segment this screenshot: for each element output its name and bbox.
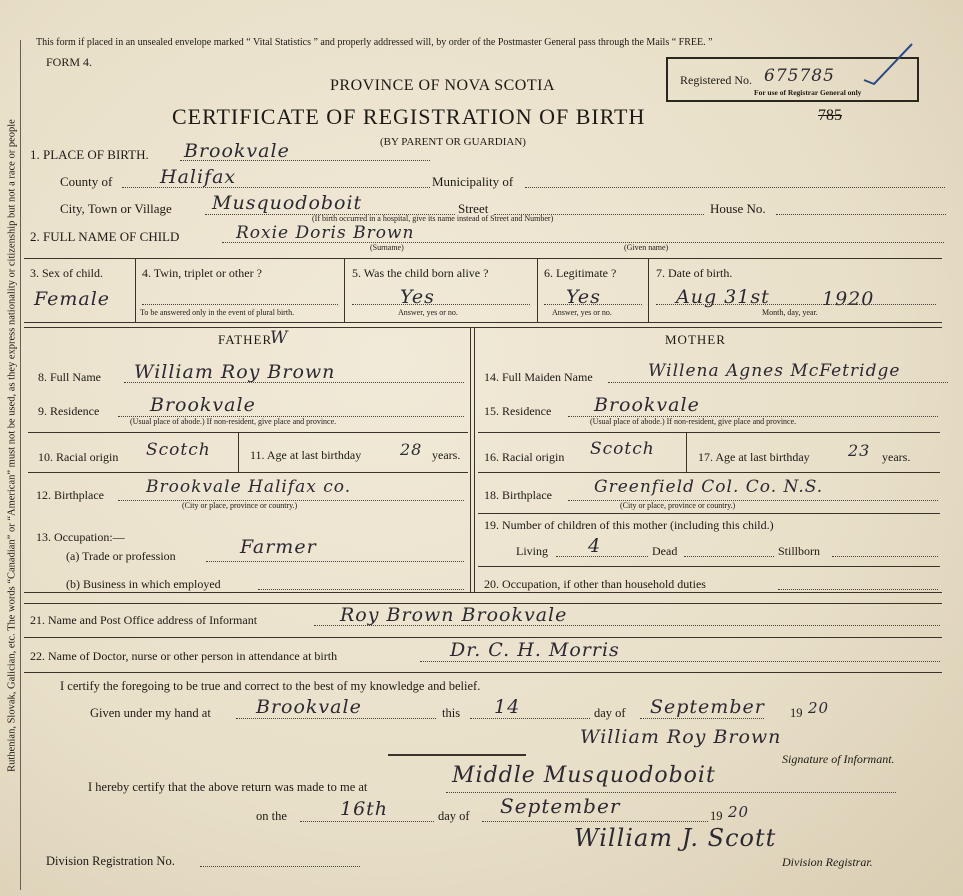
side-note: Ruthenian, Slovak, Galician, etc. The words “Canadian” or “American” must not be used, as they express nationality or citizenship but not a race or people (6, 119, 18, 772)
child-name-value: Roxie Doris Brown (236, 223, 415, 243)
return-year-value: 20 (728, 803, 750, 821)
city-label: City, Town or Village (60, 201, 172, 216)
postal-note: This form if placed in an unsealed envelope marked “ Vital Statistics ” and properly addressed will, by order of the Postmaster General pass through the Mails “ FREE. ” (36, 37, 713, 48)
mother-race-label: 16. Racial origin (484, 450, 565, 464)
hospital-note: (If birth occurred in a hospital, give its name instead of Street and Number) (312, 214, 554, 223)
mother-birthplace-label: 18. Birthplace (484, 488, 552, 502)
municipality-label: Municipality of (432, 174, 514, 189)
street-label: Street (458, 201, 489, 216)
father-age-label: 11. Age at last birthday (250, 448, 362, 462)
alive-label: 5. Was the child born alive ? (352, 266, 489, 280)
father-birthplace-note: (City or place, province or country.) (182, 501, 298, 510)
side-rule (20, 40, 21, 890)
given-month-value: September (650, 696, 765, 718)
on-the-label: on the (256, 809, 287, 823)
mother-heading: MOTHER (665, 332, 726, 347)
father-mark: W (270, 328, 289, 348)
twin-note: To be answered only in the event of plural birth. (140, 308, 295, 317)
twin-label: 4. Twin, triplet or other ? (142, 266, 262, 280)
surname-note: (Surname) (370, 243, 404, 252)
province-heading: PROVINCE OF NOVA SCOTIA (330, 77, 556, 94)
informant-signature: William Roy Brown (580, 726, 782, 748)
day-of-label: day of (594, 706, 626, 720)
business-label: (b) Business in which employed (66, 577, 221, 591)
father-residence-note: (Usual place of abode.) If non-resident, give place and province. (130, 417, 337, 426)
given-year-value: 20 (808, 699, 830, 717)
county-label: County of (60, 174, 113, 189)
signature-rule (388, 754, 526, 756)
alive-value: Yes (400, 286, 435, 308)
birth-date-value: Aug 31st (676, 286, 770, 308)
mother-residence-label: 15. Residence (484, 404, 552, 418)
house-label: House No. (710, 201, 766, 216)
check-mark-icon (858, 40, 918, 90)
given-day-value: 14 (494, 696, 521, 718)
alive-note: Answer, yes or no. (398, 308, 458, 317)
registrar-signature-caption: Division Registrar. (782, 855, 873, 869)
city-value: Musquodoboit (212, 192, 363, 214)
birth-date-note: Month, day, year. (762, 308, 818, 317)
return-day-of-label: day of (438, 809, 470, 823)
father-years: years. (432, 448, 461, 462)
sex-label: 3. Sex of child. (30, 266, 103, 280)
informant-value: Roy Brown Brookvale (340, 604, 568, 626)
given-name-note: (Given name) (624, 243, 669, 252)
registered-number: 675785 (764, 66, 835, 86)
mother-residence-note: (Usual place of abode.) If non-resident, give place and province. (590, 417, 797, 426)
children-count-label: 19. Number of children of this mother (including this child.) (484, 518, 774, 532)
father-age-value: 28 (400, 440, 423, 459)
mother-years: years. (882, 450, 911, 464)
division-registration-label: Division Registration No. (46, 854, 175, 868)
registered-label: Registered No. (680, 73, 752, 87)
certificate-title: CERTIFICATE OF REGISTRATION OF BIRTH (172, 104, 646, 129)
mother-residence-value: Brookvale (594, 394, 700, 416)
place-of-birth-value: Brookvale (184, 140, 290, 162)
dead-label: Dead (652, 544, 678, 558)
certificate-subtitle: (BY PARENT OR GUARDIAN) (380, 136, 526, 148)
mother-age-value: 23 (848, 441, 871, 460)
informant-label: 21. Name and Post Office address of Informant (30, 613, 258, 627)
legitimate-value: Yes (566, 286, 601, 308)
place-of-birth-label: 1. PLACE OF BIRTH. (30, 147, 149, 162)
sex-value: Female (34, 288, 111, 310)
informant-signature-caption: Signature of Informant. (782, 752, 895, 766)
legitimate-label: 6. Legitimate ? (544, 266, 617, 280)
registrar-use-note: For use of Registrar General only (754, 88, 862, 97)
birth-year-value: 1920 (822, 288, 875, 310)
father-name-label: 8. Full Name (38, 370, 101, 384)
doctor-value: Dr. C. H. Morris (450, 639, 620, 661)
father-residence-value: Brookvale (150, 394, 256, 416)
mother-age-label: 17. Age at last birthday (698, 450, 810, 464)
mother-race-value: Scotch (590, 439, 655, 459)
return-place-value: Middle Musquodoboit (452, 763, 716, 788)
stillborn-label: Stillborn (778, 544, 821, 558)
mother-birthplace-value: Greenfield Col. Co. N.S. (594, 477, 824, 497)
father-birthplace-value: Brookvale Halifax co. (146, 477, 352, 497)
trade-label: (a) Trade or profession (66, 549, 176, 563)
form-number: FORM 4. (46, 55, 93, 69)
mother-name-label: 14. Full Maiden Name (484, 370, 593, 384)
registrar-signature: William J. Scott (574, 824, 777, 852)
this-label: this (442, 706, 461, 720)
trade-value: Farmer (240, 536, 317, 558)
doctor-label: 22. Name of Doctor, nurse or other person in attendance at birth (30, 649, 338, 663)
living-label: Living (516, 544, 548, 558)
certify-statement: I certify the foregoing to be true and correct to the best of my knowledge and belief. (60, 679, 481, 693)
given-label: Given under my hand at (90, 706, 211, 720)
father-occupation-label: 13. Occupation:— (36, 530, 125, 544)
mother-name-value: Willena Agnes McFetridge (648, 361, 901, 381)
birth-date-label: 7. Date of birth. (656, 266, 733, 280)
crossed-number: 785 (818, 107, 842, 124)
father-heading: FATHER (218, 332, 273, 347)
legitimate-note: Answer, yes or no. (552, 308, 612, 317)
father-race-label: 10. Racial origin (38, 450, 119, 464)
given-place-value: Brookvale (256, 696, 362, 718)
father-residence-label: 9. Residence (38, 404, 100, 418)
father-race-value: Scotch (146, 440, 211, 460)
return-day-value: 16th (340, 798, 389, 820)
father-birthplace-label: 12. Birthplace (36, 488, 104, 502)
father-name-value: William Roy Brown (134, 361, 336, 383)
living-value: 4 (588, 535, 602, 557)
return-month-value: September (500, 794, 621, 818)
child-name-label: 2. FULL NAME OF CHILD (30, 229, 180, 244)
return-label: I hereby certify that the above return was made to me at (88, 780, 368, 794)
mother-occupation-label: 20. Occupation, if other than household duties (484, 577, 706, 591)
return-year-prefix: 19 (710, 809, 723, 823)
county-value: Halifax (160, 166, 237, 188)
mother-birthplace-note: (City or place, province or country.) (620, 501, 736, 510)
given-year-prefix: 19 (790, 706, 803, 720)
